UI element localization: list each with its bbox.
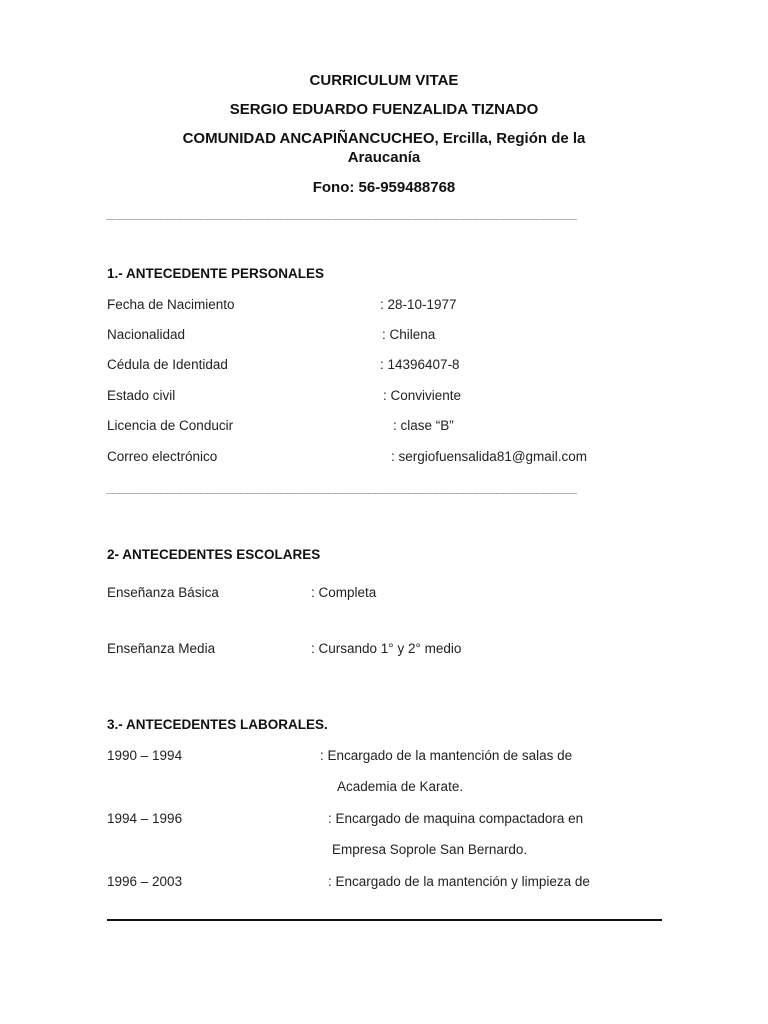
personal-label-id: Cédula de Identidad [107, 357, 228, 372]
school-label-basic: Enseñanza Básica [107, 585, 219, 600]
separator-line: ______________________________________________________________________ [106, 207, 578, 220]
personal-label-nationality: Nacionalidad [107, 327, 186, 342]
section-heading-work: 3.- ANTECEDENTES LABORALES. [107, 717, 328, 732]
personal-label-license: Licencia de Conducir [107, 418, 234, 433]
personal-value-id: : 14396407-8 [380, 357, 460, 372]
work-period: 1994 – 1996 [107, 811, 183, 826]
school-label-secondary: Enseñanza Media [107, 641, 216, 656]
school-value-basic: : Completa [311, 585, 377, 600]
personal-value-license: : clase “B” [393, 418, 454, 433]
section-heading-school: 2- ANTECEDENTES ESCOLARES [107, 547, 321, 562]
school-value-secondary: : Cursando 1° y 2° medio [311, 641, 462, 656]
personal-value-civil-status: : Conviviente [383, 388, 462, 403]
phone-number: Fono: 56-959488768 [312, 179, 456, 196]
address-line-1: COMUNIDAD ANCAPIÑANCUCHEO, Ercilla, Región de la [182, 130, 586, 147]
work-description: : Encargado de maquina compactadora en [328, 811, 584, 826]
address-line-2: Araucanía [347, 149, 421, 166]
work-description-continued: Empresa Soprole San Bernardo. [332, 842, 528, 857]
personal-label-birthdate: Fecha de Nacimiento [107, 297, 235, 312]
personal-label-civil-status: Estado civil [107, 388, 176, 403]
separator-line: ______________________________________________________________________ [106, 481, 578, 494]
personal-label-email: Correo electrónico [107, 449, 218, 464]
document-title: CURRICULUM VITAE [309, 72, 459, 89]
work-period: 1996 – 2003 [107, 874, 183, 889]
personal-value-birthdate: : 28-10-1977 [380, 297, 457, 312]
work-description: : Encargado de la mantención de salas de [320, 748, 573, 763]
section-heading-personal: 1.- ANTECEDENTE PERSONALES [107, 266, 325, 281]
work-period: 1990 – 1994 [107, 748, 183, 763]
work-description: : Encargado de la mantención y limpieza de [328, 874, 590, 889]
page-bottom-rule [107, 919, 662, 921]
personal-value-email: : sergiofuensalida81@gmail.com [391, 449, 588, 464]
work-description-continued: Academia de Karate. [337, 779, 464, 794]
personal-value-nationality: : Chilena [382, 327, 436, 342]
person-name: SERGIO EDUARDO FUENZALIDA TIZNADO [229, 101, 539, 118]
